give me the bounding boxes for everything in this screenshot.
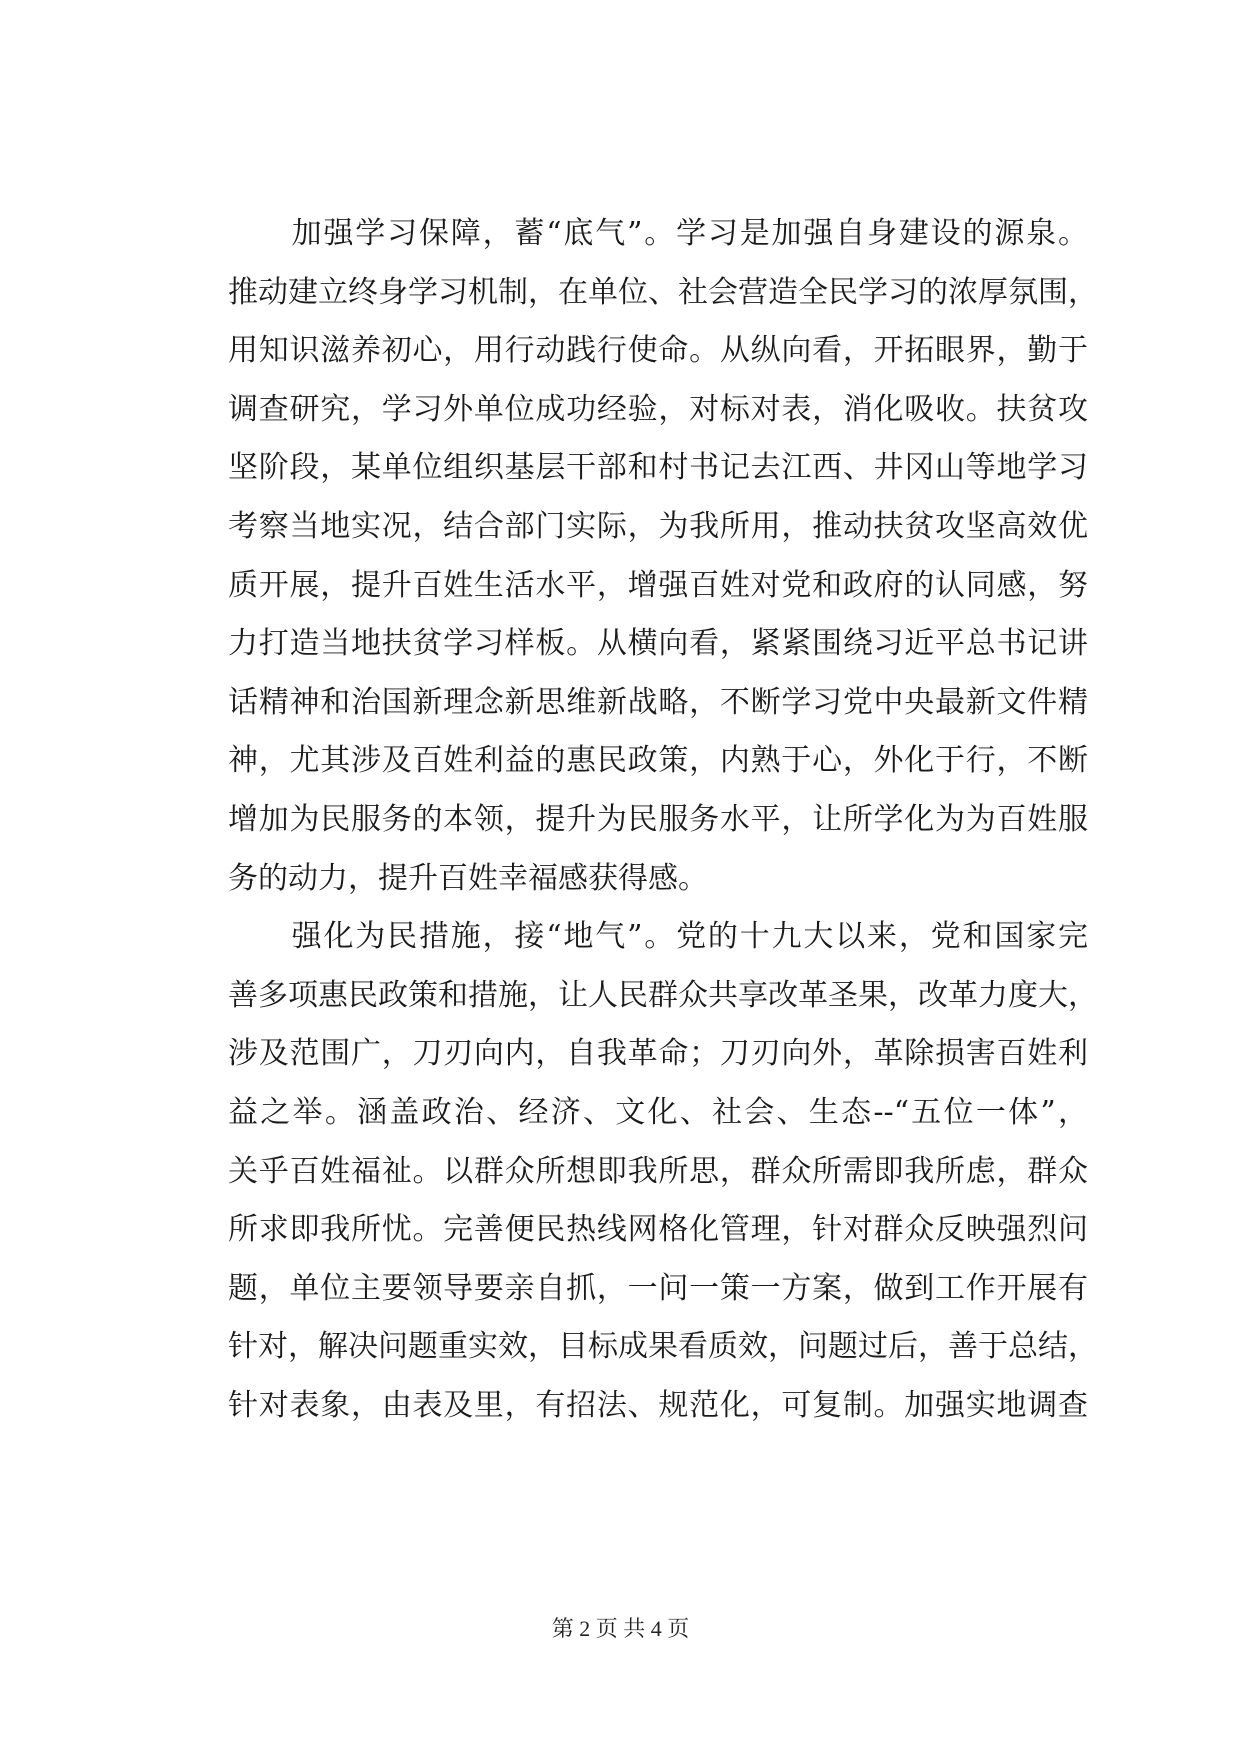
- paragraph-1-line-10: 神，尤其涉及百姓利益的惠民政策，内熟于心，外化于行，不断: [228, 743, 1088, 779]
- paragraph-2-line-4: 益之举。涵盖政治、经济、文化、社会、生态--“五位一体”，: [228, 1094, 1088, 1130]
- paragraph-2-line-1: 强化为民措施，接“地气”。党的十九大以来，党和国家完: [228, 919, 1088, 955]
- paragraph-1-line-12: 务的动力，提升百姓幸福感获得感。: [228, 860, 708, 896]
- paragraph-1-line-7: 质开展，提升百姓生活水平，增强百姓对党和政府的认同感，努: [228, 567, 1088, 603]
- paragraph-2-line-7: 题，单位主要领导要亲自抓，一问一策一方案，做到工作开展有: [228, 1270, 1088, 1306]
- paragraph-2-line-5: 关乎百姓福祉。以群众所想即我所思，群众所需即我所虑，群众: [228, 1153, 1088, 1189]
- paragraph-1-line-4: 调查研究，学习外单位成功经验，对标对表，消化吸收。扶贫攻: [228, 391, 1088, 427]
- paragraph-1-line-8: 力打造当地扶贫学习样板。从横向看，紧紧围绕习近平总书记讲: [228, 626, 1088, 662]
- paragraph-2-line-8: 针对，解决问题重实效，目标成果看质效，问题过后，善于总结，: [228, 1329, 1098, 1365]
- paragraph-1-line-11: 增加为民服务的本领，提升为民服务水平，让所学化为为百姓服: [228, 801, 1088, 837]
- paragraph-2-line-2: 善多项惠民政策和措施，让人民群众共享改革圣果，改革力度大，: [228, 977, 1098, 1013]
- paragraph-1-line-3: 用知识滋养初心，用行动践行使命。从纵向看，开拓眼界，勤于: [228, 333, 1088, 369]
- paragraph-2-line-6: 所求即我所忧。完善便民热线网格化管理，针对群众反映强烈问: [228, 1212, 1088, 1248]
- paragraph-2-line-9: 针对表象，由表及里，有招法、规范化，可复制。加强实地调查: [228, 1387, 1088, 1423]
- paragraph-1-line-9: 话精神和治国新理念新思维新战略，不断学习党中央最新文件精: [228, 684, 1088, 720]
- paragraph-1-line-6: 考察当地实况，结合部门实际，为我所用，推动扶贫攻坚高效优: [228, 508, 1088, 544]
- paragraph-1-line-2: 推动建立终身学习机制，在单位、社会营造全民学习的浓厚氛围，: [228, 274, 1098, 310]
- paragraph-1-line-5: 坚阶段，某单位组织基层干部和村书记去江西、井冈山等地学习: [228, 450, 1088, 486]
- paragraph-2-line-3: 涉及范围广，刀刃向内，自我革命；刀刃向外，革除损害百姓利: [228, 1036, 1088, 1072]
- paragraph-1-line-1: 加强学习保障，蓄“底气”。学习是加强自身建设的源泉。: [228, 216, 1088, 251]
- document-body: [228, 205, 1098, 1435]
- page-footer: 第 2 页 共 4 页: [551, 1616, 690, 1641]
